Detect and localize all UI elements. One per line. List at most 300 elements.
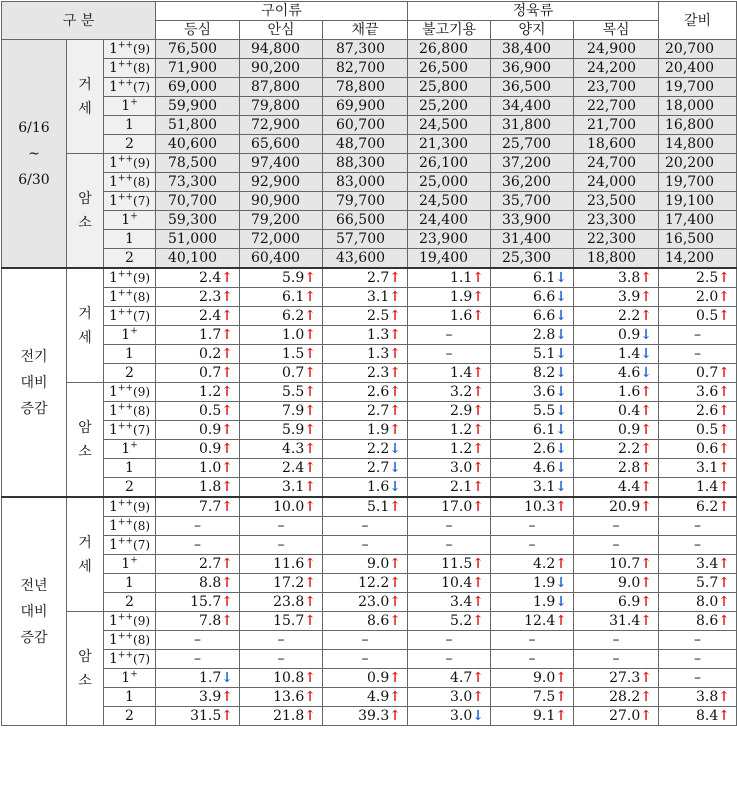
price-cell: 60,700 bbox=[323, 116, 408, 135]
arrow-up-icon: ↑ bbox=[304, 479, 317, 495]
change-cell: 2.2↓ bbox=[323, 440, 408, 459]
header-galbi: 갈비 bbox=[659, 2, 737, 40]
header-col: 불고기용 bbox=[408, 21, 491, 40]
price-cell: 25,000 bbox=[408, 173, 491, 192]
change-cell: 17.2↑ bbox=[240, 574, 323, 593]
arrow-up-icon: ↑ bbox=[304, 346, 317, 362]
price-cell: 20,700 bbox=[659, 40, 737, 59]
arrow-up-icon: ↑ bbox=[221, 575, 234, 591]
change-cell: – bbox=[491, 517, 574, 536]
grade-label: 1 bbox=[104, 459, 156, 478]
change-cell: 2.9↑ bbox=[408, 402, 491, 421]
arrow-up-icon: ↑ bbox=[221, 403, 234, 419]
table-row bbox=[2, 669, 737, 688]
change-cell: – bbox=[323, 536, 408, 555]
table-row bbox=[2, 154, 737, 173]
arrow-up-icon: ↑ bbox=[304, 270, 317, 286]
grade-label: 1+ bbox=[104, 211, 156, 230]
change-cell: – bbox=[408, 326, 491, 345]
change-cell: 5.1↓ bbox=[491, 345, 574, 364]
arrow-up-icon: ↑ bbox=[640, 460, 653, 476]
change-cell: 15.7↑ bbox=[156, 593, 240, 612]
price-cell: 40,600 bbox=[156, 135, 240, 154]
arrow-up-icon: ↑ bbox=[718, 308, 731, 324]
table-row bbox=[2, 307, 737, 326]
change-cell: – bbox=[156, 650, 240, 669]
arrow-up-icon: ↑ bbox=[389, 556, 402, 572]
price-cell: 14,800 bbox=[659, 135, 737, 154]
change-cell: 3.4↑ bbox=[408, 593, 491, 612]
change-cell: 4.6↓ bbox=[491, 459, 574, 478]
subgroup-label: 거 세 bbox=[67, 268, 104, 383]
price-cell: 20,400 bbox=[659, 59, 737, 78]
arrow-up-icon: ↑ bbox=[718, 689, 731, 705]
change-cell: 2.7↑ bbox=[323, 268, 408, 288]
grade-label: 1+ bbox=[104, 326, 156, 345]
table-row bbox=[2, 288, 737, 307]
price-cell: 90,900 bbox=[240, 192, 323, 211]
change-cell: – bbox=[323, 517, 408, 536]
price-cell: 23,300 bbox=[574, 211, 659, 230]
change-cell: 0.7↑ bbox=[156, 364, 240, 383]
price-cell: 78,500 bbox=[156, 154, 240, 173]
arrow-up-icon: ↑ bbox=[389, 289, 402, 305]
change-cell: 4.4↑ bbox=[574, 478, 659, 498]
change-cell: 21.8↑ bbox=[240, 707, 323, 726]
change-cell: – bbox=[659, 326, 737, 345]
arrow-up-icon: ↑ bbox=[389, 613, 402, 629]
header-col: 채끝 bbox=[323, 21, 408, 40]
table-row bbox=[2, 478, 737, 498]
arrow-up-icon: ↑ bbox=[304, 556, 317, 572]
change-cell: 5.2↑ bbox=[408, 612, 491, 631]
table-row bbox=[2, 230, 737, 249]
change-cell: 12.4↑ bbox=[491, 612, 574, 631]
change-cell: 1.3↑ bbox=[323, 326, 408, 345]
price-cell: 19,400 bbox=[408, 249, 491, 269]
change-cell: 1.2↑ bbox=[408, 421, 491, 440]
arrow-up-icon: ↑ bbox=[221, 479, 234, 495]
grade-label: 1++(9) bbox=[104, 497, 156, 517]
price-cell: 76,500 bbox=[156, 40, 240, 59]
arrow-up-icon: ↑ bbox=[640, 689, 653, 705]
arrow-up-icon: ↑ bbox=[304, 384, 317, 400]
arrow-up-icon: ↑ bbox=[221, 346, 234, 362]
grade-label: 1++(9) bbox=[104, 268, 156, 288]
header-gubun: 구 분 bbox=[2, 2, 156, 40]
change-cell: 1.0↑ bbox=[156, 459, 240, 478]
table-row bbox=[2, 345, 737, 364]
arrow-up-icon: ↑ bbox=[221, 613, 234, 629]
change-cell: – bbox=[323, 650, 408, 669]
price-cell: 78,800 bbox=[323, 78, 408, 97]
table-row bbox=[2, 517, 737, 536]
price-cell: 24,000 bbox=[574, 173, 659, 192]
grade-label: 1+ bbox=[104, 440, 156, 459]
arrow-up-icon: ↑ bbox=[472, 499, 485, 515]
arrow-down-icon: ↓ bbox=[555, 308, 568, 324]
grade-label: 1++(7) bbox=[104, 421, 156, 440]
price-cell: 16,800 bbox=[659, 116, 737, 135]
table-row bbox=[2, 688, 737, 707]
change-cell: 3.1↓ bbox=[491, 478, 574, 498]
arrow-up-icon: ↑ bbox=[472, 308, 485, 324]
change-cell: 2.1↑ bbox=[408, 478, 491, 498]
grade-label: 2 bbox=[104, 593, 156, 612]
change-cell: 39.3↑ bbox=[323, 707, 408, 726]
change-cell: 10.0↑ bbox=[240, 497, 323, 517]
price-cell: 25,200 bbox=[408, 97, 491, 116]
change-cell: 6.9↑ bbox=[574, 593, 659, 612]
change-cell: – bbox=[574, 650, 659, 669]
change-cell: 0.9↑ bbox=[156, 421, 240, 440]
grade-label: 1++(7) bbox=[104, 307, 156, 326]
grade-label: 1++(7) bbox=[104, 78, 156, 97]
arrow-up-icon: ↑ bbox=[221, 327, 234, 343]
grade-label: 1+ bbox=[104, 97, 156, 116]
price-cell: 24,200 bbox=[574, 59, 659, 78]
arrow-down-icon: ↓ bbox=[389, 441, 402, 457]
arrow-up-icon: ↑ bbox=[555, 689, 568, 705]
arrow-up-icon: ↑ bbox=[221, 556, 234, 572]
price-cell: 26,100 bbox=[408, 154, 491, 173]
table-row bbox=[2, 249, 737, 269]
arrow-up-icon: ↑ bbox=[718, 479, 731, 495]
change-cell: – bbox=[659, 669, 737, 688]
arrow-up-icon: ↑ bbox=[389, 384, 402, 400]
arrow-up-icon: ↑ bbox=[472, 365, 485, 381]
change-cell: 3.0↑ bbox=[408, 688, 491, 707]
arrow-up-icon: ↑ bbox=[472, 594, 485, 610]
change-cell: 7.9↑ bbox=[240, 402, 323, 421]
grade-label: 1++(7) bbox=[104, 536, 156, 555]
arrow-up-icon: ↑ bbox=[640, 289, 653, 305]
table-row bbox=[2, 612, 737, 631]
arrow-up-icon: ↑ bbox=[304, 708, 317, 724]
change-cell: 3.8↑ bbox=[659, 688, 737, 707]
table-row bbox=[2, 59, 737, 78]
arrow-up-icon: ↑ bbox=[389, 575, 402, 591]
change-cell: 5.9↑ bbox=[240, 268, 323, 288]
price-cell: 79,700 bbox=[323, 192, 408, 211]
change-cell: 2.8↓ bbox=[491, 326, 574, 345]
grade-label: 1++(8) bbox=[104, 173, 156, 192]
change-cell: 9.0↑ bbox=[323, 555, 408, 574]
change-cell: – bbox=[156, 631, 240, 650]
change-cell: 0.9↑ bbox=[574, 421, 659, 440]
change-cell: 4.9↑ bbox=[323, 688, 408, 707]
price-cell: 72,000 bbox=[240, 230, 323, 249]
arrow-up-icon: ↑ bbox=[221, 365, 234, 381]
change-cell: 2.0↑ bbox=[659, 288, 737, 307]
arrow-up-icon: ↑ bbox=[640, 613, 653, 629]
change-cell: – bbox=[659, 345, 737, 364]
price-cell: 79,800 bbox=[240, 97, 323, 116]
header-grill-group: 구이류 bbox=[156, 2, 408, 21]
price-cell: 19,100 bbox=[659, 192, 737, 211]
change-cell: 1.4↑ bbox=[408, 364, 491, 383]
change-cell: – bbox=[323, 631, 408, 650]
price-cell: 18,600 bbox=[574, 135, 659, 154]
change-cell: 6.1↑ bbox=[240, 288, 323, 307]
arrow-up-icon: ↑ bbox=[389, 708, 402, 724]
price-cell: 57,700 bbox=[323, 230, 408, 249]
price-cell: 73,300 bbox=[156, 173, 240, 192]
change-cell: 4.6↓ bbox=[574, 364, 659, 383]
grade-label: 1++(7) bbox=[104, 192, 156, 211]
arrow-up-icon: ↑ bbox=[472, 441, 485, 457]
arrow-up-icon: ↑ bbox=[389, 689, 402, 705]
arrow-up-icon: ↑ bbox=[718, 499, 731, 515]
price-cell: 94,800 bbox=[240, 40, 323, 59]
change-cell: 23.8↑ bbox=[240, 593, 323, 612]
change-cell: 10.8↑ bbox=[240, 669, 323, 688]
section-label: 전년 대비 증감 bbox=[2, 497, 67, 726]
price-cell: 87,300 bbox=[323, 40, 408, 59]
arrow-down-icon: ↓ bbox=[555, 289, 568, 305]
price-cell: 22,300 bbox=[574, 230, 659, 249]
change-cell: 3.4↑ bbox=[659, 555, 737, 574]
arrow-up-icon: ↑ bbox=[718, 441, 731, 457]
price-cell: 38,400 bbox=[491, 40, 574, 59]
arrow-up-icon: ↑ bbox=[221, 384, 234, 400]
arrow-up-icon: ↑ bbox=[389, 346, 402, 362]
price-cell: 40,100 bbox=[156, 249, 240, 269]
price-cell: 26,800 bbox=[408, 40, 491, 59]
arrow-up-icon: ↑ bbox=[221, 308, 234, 324]
change-cell: 23.0↑ bbox=[323, 593, 408, 612]
change-cell: 0.9↓ bbox=[574, 326, 659, 345]
arrow-down-icon: ↓ bbox=[640, 346, 653, 362]
change-cell: 1.4↑ bbox=[659, 478, 737, 498]
grade-label: 1 bbox=[104, 688, 156, 707]
price-cell: 24,500 bbox=[408, 116, 491, 135]
arrow-up-icon: ↑ bbox=[221, 441, 234, 457]
change-cell: 11.5↑ bbox=[408, 555, 491, 574]
change-cell: 3.6↓ bbox=[491, 383, 574, 402]
change-cell: 6.2↑ bbox=[240, 307, 323, 326]
change-cell: 0.5↑ bbox=[659, 307, 737, 326]
change-cell: 6.6↓ bbox=[491, 288, 574, 307]
change-cell: 2.3↑ bbox=[323, 364, 408, 383]
change-cell: 12.2↑ bbox=[323, 574, 408, 593]
arrow-up-icon: ↑ bbox=[640, 441, 653, 457]
header-col: 안심 bbox=[240, 21, 323, 40]
arrow-up-icon: ↑ bbox=[718, 422, 731, 438]
change-cell: – bbox=[491, 631, 574, 650]
arrow-down-icon: ↓ bbox=[555, 422, 568, 438]
grade-label: 1++(9) bbox=[104, 383, 156, 402]
arrow-up-icon: ↑ bbox=[304, 422, 317, 438]
arrow-up-icon: ↑ bbox=[718, 289, 731, 305]
grade-label: 1 bbox=[104, 345, 156, 364]
change-cell: 4.7↑ bbox=[408, 669, 491, 688]
change-cell: 8.6↑ bbox=[659, 612, 737, 631]
arrow-up-icon: ↑ bbox=[304, 441, 317, 457]
subgroup-label: 암 소 bbox=[67, 154, 104, 269]
arrow-up-icon: ↑ bbox=[718, 384, 731, 400]
arrow-down-icon: ↓ bbox=[555, 384, 568, 400]
change-cell: 1.2↑ bbox=[408, 440, 491, 459]
price-cell: 37,200 bbox=[491, 154, 574, 173]
table-row bbox=[2, 383, 737, 402]
change-cell: 10.7↑ bbox=[574, 555, 659, 574]
change-cell: 1.2↑ bbox=[156, 383, 240, 402]
change-cell: 4.2↑ bbox=[491, 555, 574, 574]
change-cell: 3.0↓ bbox=[408, 707, 491, 726]
change-cell: – bbox=[408, 517, 491, 536]
arrow-up-icon: ↑ bbox=[555, 708, 568, 724]
arrow-up-icon: ↑ bbox=[640, 594, 653, 610]
arrow-up-icon: ↑ bbox=[718, 556, 731, 572]
change-cell: – bbox=[240, 631, 323, 650]
arrow-up-icon: ↑ bbox=[221, 499, 234, 515]
arrow-down-icon: ↓ bbox=[555, 575, 568, 591]
grade-label: 2 bbox=[104, 135, 156, 154]
price-cell: 25,300 bbox=[491, 249, 574, 269]
change-cell: 9.0↑ bbox=[491, 669, 574, 688]
grade-label: 2 bbox=[104, 707, 156, 726]
arrow-up-icon: ↑ bbox=[555, 556, 568, 572]
arrow-up-icon: ↑ bbox=[221, 422, 234, 438]
beef-price-table bbox=[1, 1, 737, 726]
price-cell: 17,400 bbox=[659, 211, 737, 230]
change-cell: 2.4↑ bbox=[156, 268, 240, 288]
price-cell: 23,500 bbox=[574, 192, 659, 211]
arrow-down-icon: ↓ bbox=[555, 270, 568, 286]
change-cell: 1.4↓ bbox=[574, 345, 659, 364]
price-cell: 71,900 bbox=[156, 59, 240, 78]
change-cell: – bbox=[240, 517, 323, 536]
grade-label: 1++(9) bbox=[104, 154, 156, 173]
arrow-up-icon: ↑ bbox=[389, 308, 402, 324]
arrow-up-icon: ↑ bbox=[640, 270, 653, 286]
change-cell: 17.0↑ bbox=[408, 497, 491, 517]
table-row bbox=[2, 555, 737, 574]
arrow-up-icon: ↑ bbox=[718, 403, 731, 419]
arrow-up-icon: ↑ bbox=[718, 575, 731, 591]
change-cell: 7.7↑ bbox=[156, 497, 240, 517]
grade-label: 1 bbox=[104, 116, 156, 135]
table-row bbox=[2, 707, 737, 726]
price-cell: 66,500 bbox=[323, 211, 408, 230]
arrow-down-icon: ↓ bbox=[555, 365, 568, 381]
grade-label: 1++(8) bbox=[104, 517, 156, 536]
change-cell: 2.3↑ bbox=[156, 288, 240, 307]
grade-label: 1++(8) bbox=[104, 288, 156, 307]
table-row bbox=[2, 631, 737, 650]
grade-label: 2 bbox=[104, 364, 156, 383]
change-cell: – bbox=[659, 650, 737, 669]
change-cell: 3.1↑ bbox=[240, 478, 323, 498]
price-cell: 36,200 bbox=[491, 173, 574, 192]
change-cell: 3.2↑ bbox=[408, 383, 491, 402]
change-cell: 10.3↑ bbox=[491, 497, 574, 517]
price-cell: 79,200 bbox=[240, 211, 323, 230]
change-cell: – bbox=[659, 631, 737, 650]
change-cell: 0.5↑ bbox=[659, 421, 737, 440]
arrow-up-icon: ↑ bbox=[555, 613, 568, 629]
subgroup-label: 거 세 bbox=[67, 497, 104, 612]
change-cell: 3.1↑ bbox=[659, 459, 737, 478]
change-cell: 1.5↑ bbox=[240, 345, 323, 364]
arrow-up-icon: ↑ bbox=[640, 499, 653, 515]
grade-label: 1++(8) bbox=[104, 631, 156, 650]
price-cell: 65,600 bbox=[240, 135, 323, 154]
change-cell: 1.7↓ bbox=[156, 669, 240, 688]
grade-label: 1++(8) bbox=[104, 59, 156, 78]
arrow-up-icon: ↑ bbox=[304, 365, 317, 381]
change-cell: 0.9↑ bbox=[156, 440, 240, 459]
change-cell: 2.7↑ bbox=[323, 402, 408, 421]
change-cell: – bbox=[408, 650, 491, 669]
change-cell: 1.9↑ bbox=[323, 421, 408, 440]
change-cell: 1.6↑ bbox=[574, 383, 659, 402]
arrow-down-icon: ↓ bbox=[555, 594, 568, 610]
change-cell: 0.6↑ bbox=[659, 440, 737, 459]
price-cell: 72,900 bbox=[240, 116, 323, 135]
table-row bbox=[2, 364, 737, 383]
arrow-up-icon: ↑ bbox=[304, 594, 317, 610]
change-cell: – bbox=[408, 345, 491, 364]
header-meat-group: 정육류 bbox=[408, 2, 659, 21]
table-row bbox=[2, 536, 737, 555]
arrow-down-icon: ↓ bbox=[555, 460, 568, 476]
price-cell: 90,200 bbox=[240, 59, 323, 78]
arrow-down-icon: ↓ bbox=[389, 460, 402, 476]
arrow-up-icon: ↑ bbox=[472, 670, 485, 686]
price-cell: 87,800 bbox=[240, 78, 323, 97]
arrow-up-icon: ↑ bbox=[640, 556, 653, 572]
arrow-up-icon: ↑ bbox=[472, 403, 485, 419]
arrow-up-icon: ↑ bbox=[221, 594, 234, 610]
grade-label: 1++(9) bbox=[104, 612, 156, 631]
change-cell: 5.7↑ bbox=[659, 574, 737, 593]
arrow-up-icon: ↑ bbox=[389, 422, 402, 438]
arrow-down-icon: ↓ bbox=[640, 365, 653, 381]
arrow-up-icon: ↑ bbox=[389, 403, 402, 419]
change-cell: 7.8↑ bbox=[156, 612, 240, 631]
arrow-up-icon: ↑ bbox=[718, 708, 731, 724]
arrow-up-icon: ↑ bbox=[472, 575, 485, 591]
arrow-up-icon: ↑ bbox=[389, 499, 402, 515]
change-cell: 2.5↑ bbox=[323, 307, 408, 326]
change-cell: 2.2↑ bbox=[574, 307, 659, 326]
section-label: 전기 대비 증감 bbox=[2, 268, 67, 497]
change-cell: 3.8↑ bbox=[574, 268, 659, 288]
arrow-up-icon: ↑ bbox=[304, 575, 317, 591]
header-col: 목심 bbox=[574, 21, 659, 40]
change-cell: 5.5↑ bbox=[240, 383, 323, 402]
change-cell: – bbox=[491, 536, 574, 555]
arrow-up-icon: ↑ bbox=[304, 403, 317, 419]
price-cell: 25,700 bbox=[491, 135, 574, 154]
price-cell: 97,400 bbox=[240, 154, 323, 173]
arrow-up-icon: ↑ bbox=[472, 384, 485, 400]
grade-label: 2 bbox=[104, 478, 156, 498]
change-cell: 3.0↑ bbox=[408, 459, 491, 478]
table-row bbox=[2, 268, 737, 288]
change-cell: 6.6↓ bbox=[491, 307, 574, 326]
arrow-up-icon: ↑ bbox=[472, 689, 485, 705]
arrow-up-icon: ↑ bbox=[718, 460, 731, 476]
price-cell: 59,900 bbox=[156, 97, 240, 116]
change-cell: 2.7↑ bbox=[156, 555, 240, 574]
change-cell: 4.3↑ bbox=[240, 440, 323, 459]
change-cell: – bbox=[408, 631, 491, 650]
change-cell: 3.6↑ bbox=[659, 383, 737, 402]
price-cell: 51,800 bbox=[156, 116, 240, 135]
